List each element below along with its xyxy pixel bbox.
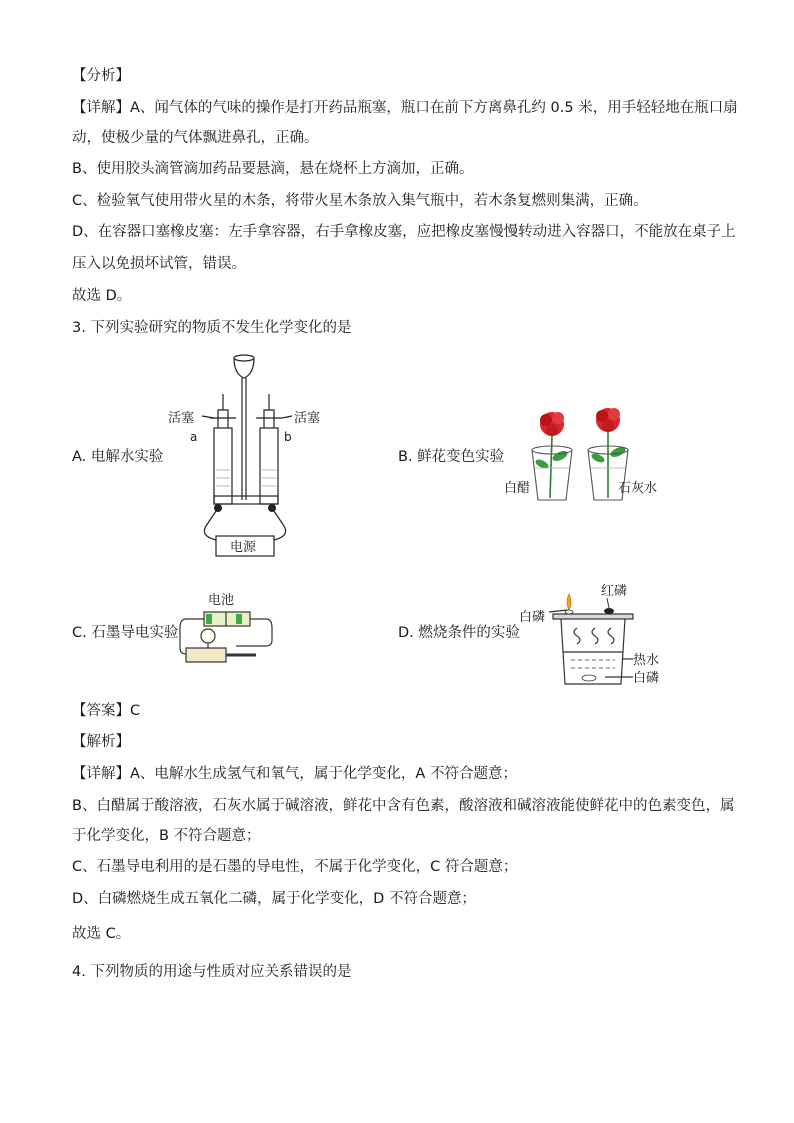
answer-label: 【答案】C xyxy=(72,703,141,719)
vinegar-label: 白醋 xyxy=(504,481,531,496)
analysis-heading: 【解析】 xyxy=(72,734,130,750)
red-phosphorus-label: 红磷 xyxy=(601,584,628,599)
detail-line: 【详解】A、电解水生成氢气和氧气，属于化学变化，A 不符合题意； xyxy=(72,766,517,782)
question-stem: 4. 下列物质的用途与性质对应关系错误的是 xyxy=(72,964,352,980)
white-phosphorus-bottom-label: 白磷 xyxy=(633,671,660,686)
detail-line: 压入以免损坏试管，错误。 xyxy=(72,256,246,272)
battery-label: 电池 xyxy=(208,593,235,608)
flower-color-figure xyxy=(500,400,670,505)
tube-b-label: b xyxy=(284,430,292,444)
analysis-heading: 【分析】 xyxy=(72,68,130,84)
combustion-figure xyxy=(515,580,675,690)
electrolysis-apparatus-figure xyxy=(160,350,330,565)
detail-line: 【详解】A、闻气体的气味的操作是打开药品瓶塞，瓶口在前下方离鼻孔约 0.5 米，用手轻轻地在瓶口扇 xyxy=(72,100,738,116)
stopcock-left-label: 活塞 xyxy=(168,411,195,426)
option-b-label[interactable]: B. 鲜花变色实验 xyxy=(398,449,505,465)
option-a-label[interactable]: A. 电解水实验 xyxy=(72,449,164,465)
option-d-label[interactable]: D. 燃烧条件的实验 xyxy=(398,625,520,641)
question-stem: 3. 下列实验研究的物质不发生化学变化的是 xyxy=(72,320,352,336)
detail-line: B、使用胶头滴管滴加药品要悬滴，悬在烧杯上方滴加，正确。 xyxy=(72,161,474,177)
detail-line: 于化学变化，B 不符合题意； xyxy=(72,828,261,844)
conclusion: 故选 D。 xyxy=(72,288,132,304)
tube-a-label: a xyxy=(190,430,198,444)
detail-line: C、石墨导电利用的是石墨的导电性，不属于化学变化，C 符合题意； xyxy=(72,859,518,875)
detail-line: B、白醋属于酸溶液，石灰水属于碱溶液，鲜花中含有色素，酸溶液和碱溶液能使鲜花中的色素变色，属 xyxy=(72,798,735,814)
option-c-label[interactable]: C. 石墨导电实验 xyxy=(72,625,179,641)
power-source-label: 电源 xyxy=(230,540,257,555)
detail-line: D、白磷燃烧生成五氧化二磷，属于化学变化，D 不符合题意； xyxy=(72,891,476,907)
limewater-label: 石灰水 xyxy=(618,481,658,496)
detail-line: 动，使极少量的气体飘进鼻孔，正确。 xyxy=(72,130,319,146)
detail-line: D、在容器口塞橡皮塞：左手拿容器，右手拿橡皮塞，应把橡皮塞慢慢转动进入容器口，不能放在桌子上 xyxy=(72,224,736,240)
white-phosphorus-top-label: 白磷 xyxy=(519,610,546,625)
hot-water-label: 热水 xyxy=(633,653,660,668)
stopcock-right-label: 活塞 xyxy=(294,411,321,426)
detail-line: C、检验氧气使用带火星的木条，将带火星木条放入集气瓶中，若木条复燃则集满，正确。 xyxy=(72,193,648,209)
conclusion: 故选 C。 xyxy=(72,926,131,942)
graphite-circuit-figure xyxy=(178,592,278,672)
